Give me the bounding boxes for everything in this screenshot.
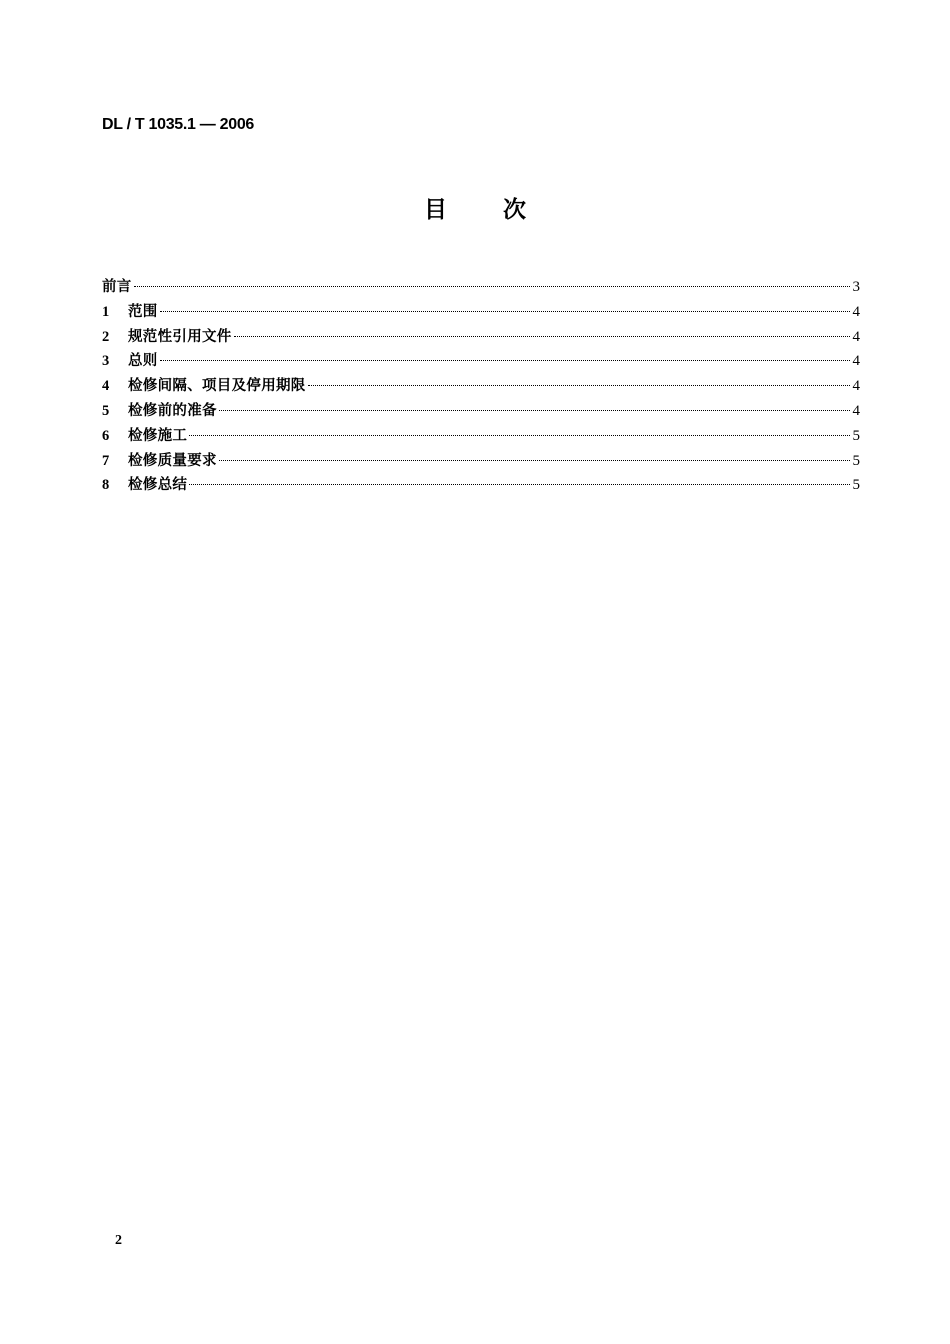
dot-leader	[160, 311, 850, 312]
toc-entry-page: 5	[852, 452, 860, 469]
dot-leader	[189, 484, 850, 485]
toc-entry-page: 4	[852, 303, 860, 320]
toc-entry-page: 3	[852, 279, 860, 295]
toc-entry-page: 5	[852, 477, 860, 494]
title-char-2: 次	[503, 197, 526, 223]
dot-leader	[234, 336, 850, 337]
dot-leader	[160, 360, 850, 361]
dot-leader	[219, 410, 850, 411]
toc-entry-page: 4	[852, 402, 860, 419]
toc-entry-number: 4	[102, 378, 110, 395]
toc-entry-number: 2	[102, 328, 110, 345]
toc-entry-foreword[interactable]	[102, 276, 860, 301]
title-char-1: 目	[424, 197, 447, 223]
standard-code: DL / T 1035.1 — 2006	[102, 116, 255, 133]
dot-leader	[134, 286, 850, 287]
toc-entry-title: 范围	[128, 303, 158, 320]
table-of-contents	[102, 276, 860, 499]
page-number: 2	[115, 1233, 122, 1248]
toc-entry-construction[interactable]	[102, 425, 860, 450]
toc-entry-maintenance-interval[interactable]	[102, 375, 860, 400]
toc-entry-number: 8	[102, 477, 110, 494]
toc-entry-title: 总则	[128, 353, 158, 370]
toc-entry-normative-references[interactable]	[102, 326, 860, 351]
dot-leader	[219, 460, 850, 461]
dot-leader	[308, 385, 850, 386]
toc-entry-page: 4	[852, 353, 860, 370]
toc-entry-page: 4	[852, 378, 860, 395]
toc-entry-page: 4	[852, 328, 860, 345]
toc-entry-number: 7	[102, 452, 110, 469]
toc-entry-number: 3	[102, 353, 110, 370]
toc-entry-title: 检修总结	[128, 477, 188, 494]
toc-entry-title: 检修前的准备	[128, 402, 217, 419]
toc-entry-title: 前言	[102, 279, 132, 295]
toc-entry-page: 5	[852, 427, 860, 444]
toc-entry-general[interactable]	[102, 350, 860, 375]
toc-entry-scope[interactable]	[102, 301, 860, 326]
toc-entry-preparation[interactable]	[102, 400, 860, 425]
toc-entry-number: 5	[102, 402, 110, 419]
toc-entry-title: 检修间隔、项目及停用期限	[128, 378, 306, 395]
page-title	[0, 194, 950, 226]
dot-leader	[189, 435, 850, 436]
toc-entry-title: 检修质量要求	[128, 452, 217, 469]
toc-entry-summary[interactable]	[102, 474, 860, 499]
toc-entry-number: 1	[102, 303, 110, 320]
toc-entry-title: 规范性引用文件	[128, 328, 232, 345]
toc-entry-quality-requirements[interactable]	[102, 450, 860, 475]
toc-entry-number: 6	[102, 427, 110, 444]
toc-entry-title: 检修施工	[128, 427, 188, 444]
